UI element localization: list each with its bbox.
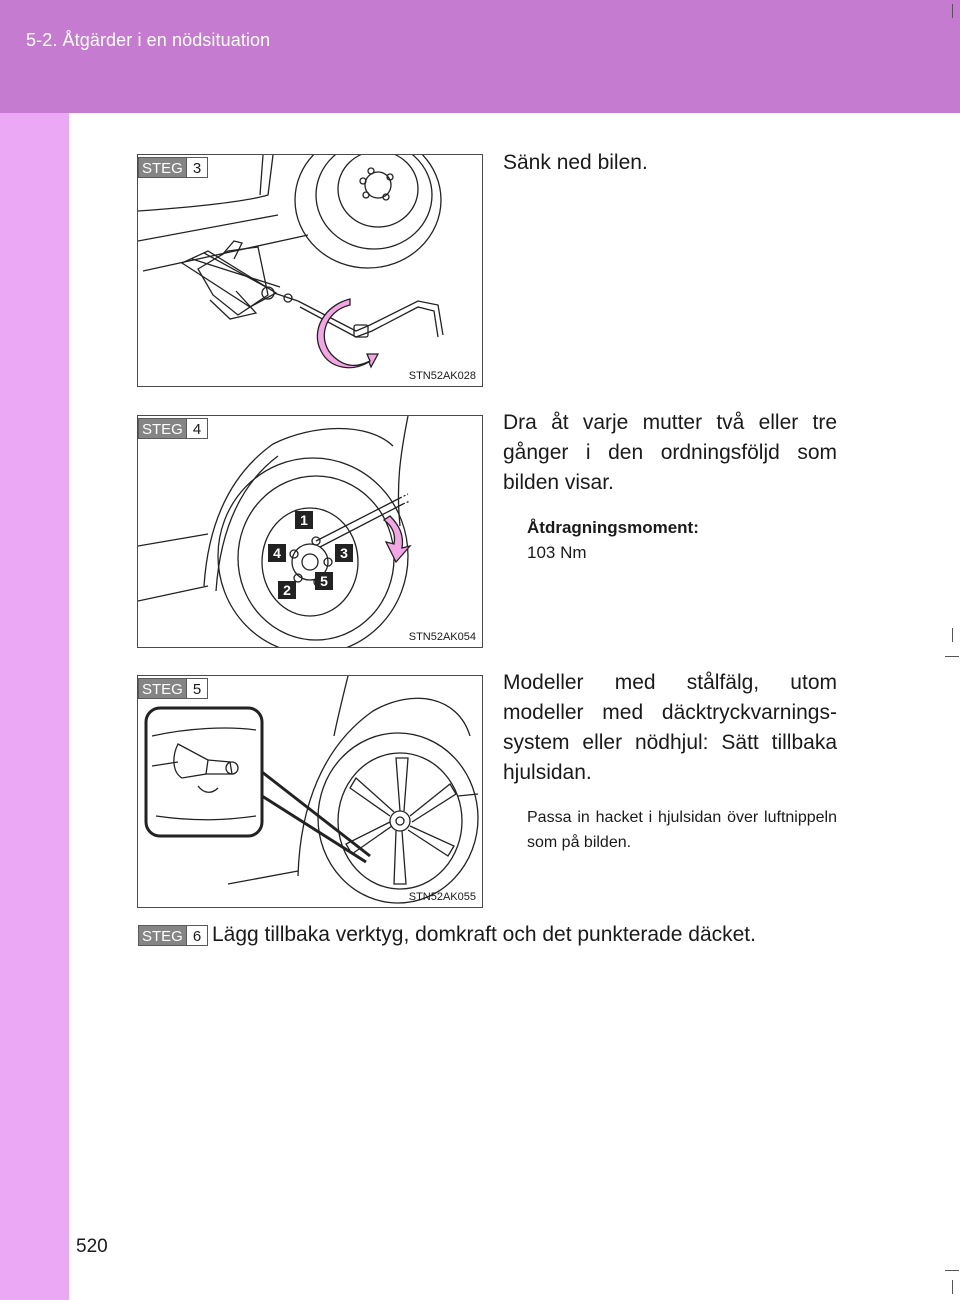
torque-value: 103 Nm [527, 543, 587, 562]
figure-code: STN52AK028 [408, 370, 476, 382]
steg-label [138, 418, 208, 439]
nut-order-4: 4 [273, 545, 281, 561]
trim-mark [952, 4, 953, 18]
steg-word: STEG [138, 925, 186, 946]
figure-code: STN52AK055 [408, 891, 476, 903]
nut-order-3: 3 [340, 545, 348, 561]
nut-order-5: 5 [320, 573, 328, 589]
steg-word: STEG [138, 157, 186, 178]
step-4-text: Dra åt varje mutter två eller tre gånger i den ordningsföljd som bilden visar. [503, 411, 837, 494]
rotate-arrow-icon [317, 299, 378, 368]
figure-step-5 [137, 675, 483, 908]
trim-mark [945, 656, 959, 657]
header-band [0, 0, 960, 113]
section-title: 5-2. Åtgärder i en nödsituation [26, 30, 271, 50]
steg-word: STEG [138, 678, 186, 699]
figure-code: STN52AK054 [408, 631, 476, 643]
steg-word: STEG [138, 418, 186, 439]
page-number: 520 [76, 1236, 108, 1257]
nut-order-2: 2 [283, 582, 291, 598]
side-band [0, 113, 69, 1300]
steg-number: 4 [186, 418, 208, 439]
trim-mark [945, 1270, 959, 1271]
steg-number: 3 [186, 157, 208, 178]
steg-label [138, 925, 208, 946]
figure-step-3 [137, 154, 483, 387]
nut-order-1: 1 [300, 512, 308, 528]
step-3-text: Sänk ned bilen. [503, 151, 648, 174]
jack-lowering-illustration [138, 155, 483, 387]
wheel-tighten-illustration [138, 416, 483, 648]
steg-label [138, 157, 208, 178]
steg-number: 5 [186, 678, 208, 699]
trim-mark [952, 628, 953, 642]
wheel-cover-illustration [138, 676, 483, 908]
step-6-text: Lägg tillbaka verktyg, domkraft och det punkterade däcket. [212, 923, 756, 946]
steg-label [138, 678, 208, 699]
step-5-text: Modeller med stålfälg, utom modeller med däcktryckvarningssystem eller nödhjul: Sätt tillbaka hjulsidan. [503, 671, 837, 784]
figure-step-4 [137, 415, 483, 648]
steg-number: 6 [186, 925, 208, 946]
step-5-note: Passa in hacket i hjulsidan över luftnippeln som på bilden. [527, 809, 837, 851]
trim-mark [952, 1280, 953, 1294]
torque-label: Åtdragningsmoment: [527, 518, 699, 537]
